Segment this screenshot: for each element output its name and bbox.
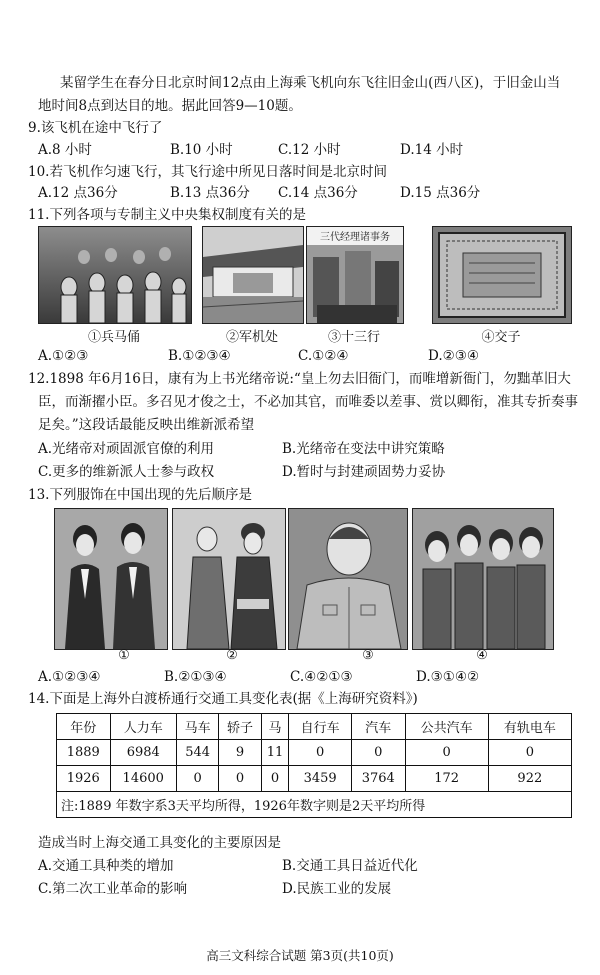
q9-stem: 9.该飞机在途中飞行了 [28, 120, 163, 136]
q10-option-d[interactable]: D.15 点36分 [400, 185, 481, 201]
q10-option-a[interactable]: A.12 点36分 [38, 185, 118, 201]
q13-option-a[interactable]: A.①②③④ [38, 669, 101, 685]
table-header: 公共汽车 [405, 714, 488, 740]
table-header: 人力车 [110, 714, 176, 740]
table-header: 有轨电车 [488, 714, 571, 740]
caption-photo-1: ① [118, 648, 130, 663]
q12-option-c[interactable]: C.更多的维新派人士参与政权 [38, 464, 215, 480]
q14-option-d[interactable]: D.民族工业的发展 [282, 881, 392, 897]
q10-option-b[interactable]: B.13 点36分 [170, 185, 250, 201]
table-cell: 9 [219, 740, 261, 766]
q9-option-a[interactable]: A.8 小时 [38, 142, 92, 158]
terracotta-warriors-photo [38, 226, 192, 324]
q14-option-b[interactable]: B.交通工具日益近代化 [282, 858, 418, 874]
caption-photo-2: ② [226, 648, 238, 663]
q13-option-b[interactable]: B.②①③④ [164, 669, 227, 685]
q12-option-b[interactable]: B.光绪帝在变法中讲究策略 [282, 441, 445, 457]
table-cell: 6984 [110, 740, 176, 766]
thirteen-hongs-photo [306, 226, 404, 324]
q9-option-c[interactable]: C.12 小时 [278, 142, 341, 158]
caption-thirteen-hongs: ③十三行 [327, 330, 380, 345]
table-cell: 0 [488, 740, 571, 766]
q11-option-b[interactable]: B.①②③④ [168, 348, 231, 364]
table-cell: 922 [488, 766, 571, 792]
table-cell: 172 [405, 766, 488, 792]
zhongshan-suit-photo [288, 508, 408, 650]
q14-stem: 14.下面是上海外白渡桥通行交通工具变化表(据《上海研究资料》) [28, 691, 418, 707]
table-row [57, 766, 572, 792]
table-cell: 11 [261, 740, 289, 766]
q11-option-c[interactable]: C.①②④ [298, 348, 349, 364]
table-header-row [57, 714, 572, 740]
table-cell: 0 [289, 740, 352, 766]
table-cell: 544 [176, 740, 218, 766]
table-header: 年份 [57, 714, 111, 740]
q12-option-a[interactable]: A.光绪帝对顽固派官僚的利用 [38, 441, 215, 457]
western-suits-photo [54, 508, 168, 650]
table-row [57, 740, 572, 766]
table-header: 自行车 [289, 714, 352, 740]
table-cell: 0 [405, 740, 488, 766]
q10-option-c[interactable]: C.14 点36分 [278, 185, 358, 201]
q9-option-d[interactable]: D.14 小时 [400, 142, 464, 158]
table-cell: 1889 [57, 740, 111, 766]
q13-option-d[interactable]: D.③①④② [416, 669, 480, 685]
table-header: 马车 [176, 714, 218, 740]
q12-stem-line-3: 足矣。”这段话最能反映出维新派希望 [38, 417, 255, 433]
table-cell: 0 [219, 766, 261, 792]
table-header: 轿子 [219, 714, 261, 740]
table-note: 注:1889 年数字系3天平均所得，1926年数字则是2天平均所得 [57, 792, 572, 818]
q10-stem: 10.若飞机作匀速飞行，其飞行途中所见日落时间是北京时间 [28, 164, 387, 180]
page-footer: 高三文科综合试题 第3页(共10页) [206, 948, 394, 963]
qing-robes-photo [172, 508, 286, 650]
caption-photo-3: ③ [362, 648, 374, 663]
caption-grand-council: ②军机处 [225, 330, 278, 345]
caption-jiaozi: ④交子 [481, 330, 521, 345]
q14-question: 造成当时上海交通工具变化的主要原因是 [38, 835, 281, 851]
intro-line-2: 地时间8点到达目的地。据此回答9—10题。 [38, 98, 302, 114]
table-cell: 3459 [289, 766, 352, 792]
q11-option-d[interactable]: D.②③④ [428, 348, 479, 364]
caption-terracotta: ①兵马俑 [87, 330, 140, 345]
intro-line-1: 某留学生在春分日北京时间12点由上海乘飞机向东飞往旧金山(西八区)，于旧金山当 [60, 75, 561, 91]
table-cell: 0 [176, 766, 218, 792]
q14-option-c[interactable]: C.第二次工业革命的影响 [38, 881, 188, 897]
q12-option-d[interactable]: D.暂时与封建顽固势力妥协 [282, 464, 446, 480]
q11-option-a[interactable]: A.①②③ [38, 348, 89, 364]
table-cell: 3764 [352, 766, 406, 792]
caption-photo-4: ④ [476, 648, 488, 663]
q12-stem-line-2: 臣，而渐擢小臣。多召见才俊之士，不必加其官，而唯委以差事、赏以卿衔，准其专折奏事 [38, 394, 578, 410]
q14-option-a[interactable]: A.交通工具种类的增加 [38, 858, 174, 874]
table-cell: 0 [261, 766, 289, 792]
traffic-table [56, 713, 572, 818]
table-cell: 1926 [57, 766, 111, 792]
table-header: 汽车 [352, 714, 406, 740]
q13-stem: 13.下列服饰在中国出现的先后顺序是 [28, 487, 252, 503]
thirteen-hongs-sign-text: 三代经理诸事务 [320, 232, 390, 243]
table-cell: 14600 [110, 766, 176, 792]
q11-stem: 11.下列各项与专制主义中央集权制度有关的是 [28, 207, 306, 223]
table-cell: 0 [352, 740, 406, 766]
jiaozi-banknote-photo [432, 226, 572, 324]
table-note-row [57, 792, 572, 818]
table-header: 马 [261, 714, 289, 740]
q13-option-c[interactable]: C.④②①③ [290, 669, 353, 685]
grand-council-photo [202, 226, 304, 324]
q9-option-b[interactable]: B.10 小时 [170, 142, 233, 158]
women-group-photo [412, 508, 554, 650]
q12-stem-line-1: 12.1898 年6月16日，康有为上书光绪帝说:“皇上勿去旧衙门，而唯增新衙门，勿黜革旧大 [28, 371, 571, 387]
